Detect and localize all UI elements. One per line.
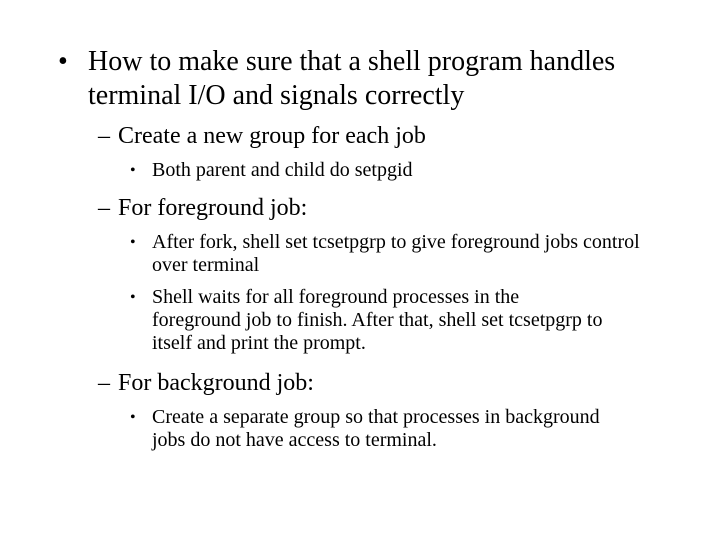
main-point-text: How to make sure that a shell program handles terminal I/O and signals correctly (88, 46, 616, 111)
section-heading-foreground (98, 193, 688, 223)
dash-marker: – (98, 123, 110, 149)
bullet-marker: • (130, 234, 136, 251)
section-heading-text: Create a new group for each job (118, 123, 426, 149)
bullet-marker: • (130, 289, 136, 306)
dash-marker: – (98, 370, 110, 396)
bullet-marker: • (58, 46, 68, 77)
bullet-marker: • (130, 409, 136, 426)
bullet-marker: • (130, 162, 136, 179)
sub-bullet-setpgid (130, 159, 670, 182)
section-heading-background (98, 368, 688, 398)
section-heading-text: For background job: (118, 370, 314, 396)
sub-bullet-tcsetpgrp (130, 231, 650, 277)
sub-bullet-text: Create a separate group so that processes in background jobs do not have access to terminal. (152, 406, 600, 451)
sub-bullet-separate-group (130, 406, 620, 452)
sub-bullet-text: Shell waits for all foreground processes in the foreground job to finish. After that, shell set tcsetpgrp to itself and print the prompt. (152, 286, 603, 354)
main-bullet (58, 45, 698, 113)
section-heading-text: For foreground job: (118, 195, 308, 221)
section-heading-new-group (98, 121, 688, 151)
sub-bullet-text: Both parent and child do setpgid (152, 159, 413, 181)
dash-marker: – (98, 195, 110, 221)
sub-bullet-wait (130, 286, 610, 355)
sub-bullet-text: After fork, shell set tcsetpgrp to give foreground jobs control over terminal (152, 231, 640, 276)
